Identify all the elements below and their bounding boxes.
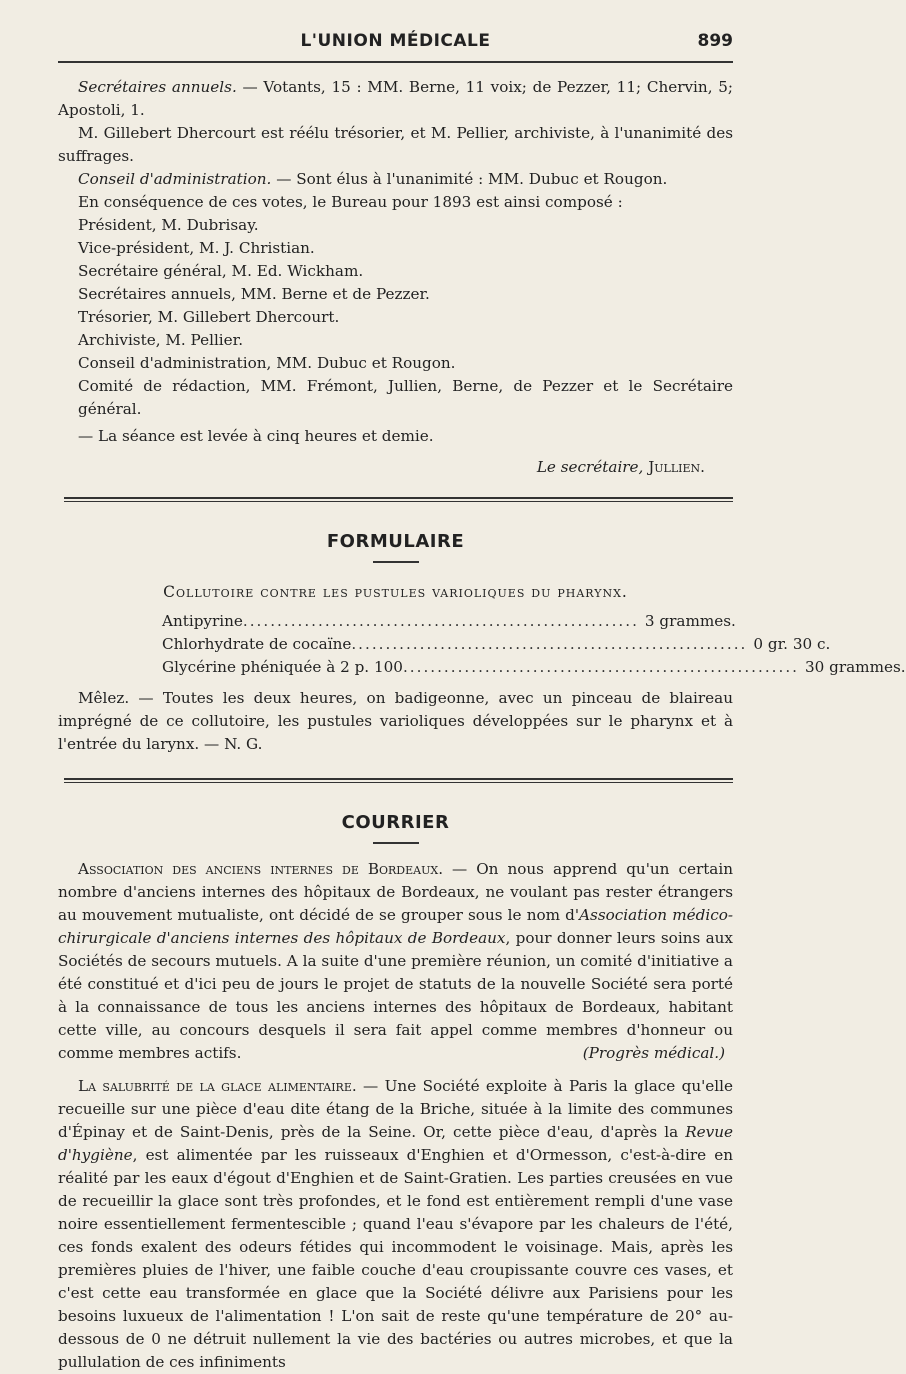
header-rule xyxy=(58,61,733,63)
closing-line: — La séance est levée à cinq heures et demie. xyxy=(78,427,434,445)
article-association xyxy=(58,858,733,1065)
ingredient-row xyxy=(162,633,831,656)
ingredient-qty: 3 grammes. xyxy=(644,612,736,630)
signature-label: Le secrétaire, xyxy=(536,458,644,476)
courrier-title: COURRIER xyxy=(341,812,450,833)
ingredient-name: Chlorhydrate de cocaïne xyxy=(162,635,352,653)
bureau-item: Président, M. Dubrisay. xyxy=(78,216,259,234)
formula-instructions: Mêlez. — Toutes les deux heures, on badigeonne, avec un pinceau de blaireau imprégné de ce collutoire, les pustules varioliques développées sur le pharynx et à l'entrée du larynx. — N. G. xyxy=(58,689,733,753)
secretaires-text: — Votants, 15 : MM. Berne, 11 voix; de Pezzer, 11; Chervin, 5; Apostoli, 1. xyxy=(58,78,733,119)
courrier-section xyxy=(58,811,733,1374)
bureau-item: Secrétaire général, M. Ed. Wickham. xyxy=(78,262,364,280)
page-number: 899 xyxy=(697,31,733,51)
title-rule xyxy=(373,842,419,844)
ingredient-row xyxy=(162,656,906,679)
title-rule xyxy=(373,561,419,563)
ingredient-list xyxy=(162,610,906,679)
tresorier-paragraph: M. Gillebert Dhercourt est réélu trésorier, et M. Pellier, archiviste, à l'unanimité des suffrages. xyxy=(58,124,733,165)
election-section xyxy=(58,76,733,479)
conseil-text: — Sont élus à l'unanimité : MM. Dubuc et Rougon. xyxy=(271,170,668,188)
section-divider xyxy=(64,778,733,783)
signature-name: Jullien. xyxy=(648,458,705,476)
formulaire-section xyxy=(58,530,906,756)
article-heading: Association des anciens internes de Bordeaux. xyxy=(78,860,444,878)
consequence-paragraph: En conséquence de ces votes, le Bureau pour 1893 est ainsi composé : xyxy=(78,193,623,211)
article-heading: La salubrité de la glace alimentaire. xyxy=(78,1077,357,1095)
ingredient-qty: 30 grammes. xyxy=(804,658,906,676)
conseil-paragraph xyxy=(58,168,733,191)
article-text: — On nous apprend qu'un certain nombre d'anciens internes des hôpitaux de Bordeaux, ne voulant pas rester étrangers au mouvement mutualiste, ont décidé de se grouper sous le nom d' xyxy=(58,860,733,924)
association-name: Association médico-chirurgicale d'anciens internes des hôpitaux de Bordeaux xyxy=(58,906,733,947)
bureau-item: Comité de rédaction, MM. Frémont, Jullien, Berne, de Pezzer et le Secrétaire général. xyxy=(78,377,733,418)
running-title: L'UNION MÉDICALE xyxy=(300,31,491,51)
signature xyxy=(58,456,733,479)
leader-dots: .......................................................... xyxy=(402,658,799,676)
leader-dots: .......................................................... xyxy=(242,612,639,630)
bureau-item: Secrétaires annuels, MM. Berne et de Pezzer. xyxy=(78,285,430,303)
ingredient-qty: 0 gr. 30 c. xyxy=(753,635,831,653)
article-text: — Une Société exploite à Paris la glace qu'elle recueille sur une pièce d'eau dite étang de la Briche, située à la limite des communes d'Épinay et de Saint-Denis, près de la Seine. Or, cette pièce d'eau, d'après la xyxy=(58,1077,733,1141)
ingredient-row xyxy=(162,610,736,633)
article-glace xyxy=(58,1075,733,1374)
page-header xyxy=(58,0,733,64)
article-text: , pour donner leurs soins aux Sociétés de secours mutuels. A la suite d'une première réunion, un comité d'initiative a été constitué et d'ici peu de jours le projet de statuts de la nouvelle Société sera porté à la connaissance de tous les anciens internes des hôpitaux de Bordeaux, habitant cette ville, au concours desquels il sera fait appel comme membres d'honneur ou comme membres actifs. xyxy=(58,929,733,1062)
bureau-item: Trésorier, M. Gillebert Dhercourt. xyxy=(78,308,340,326)
article-text: , est alimentée par les ruisseaux d'Enghien et d'Ormesson, c'est-à-dire en réalité par les eaux d'égout d'Enghien et de Saint-Gratien. Les parties creusées en vue de recueillir la glace sont très profondes, et le fond est entièrement rempli d'une vase noire essentiellement fermentescible ; quand l'eau s'évapore par les chaleurs de l'été, ces fonds exalent des odeurs fétides qui incommodent le voisinage. Mais, après les premières pluies de l'hiver, une faible couche d'eau croupissante couvre ces vases, et c'est cette eau transformée en glace que la Société délivre aux Parisiens pour les besoins luxueux de l'alimentation ! L'on sait de reste qu'une température de 20° au-dessous de 0 ne détruit nullement la vie des bactéries ou autres microbes, et que la pullulation de ces infiniments xyxy=(58,1146,733,1371)
formula-subtitle: Collutoire contre les pustules varioliques du pharynx. xyxy=(163,583,628,601)
page xyxy=(58,0,906,1371)
bureau-item: Archiviste, M. Pellier. xyxy=(78,331,244,349)
bureau-item: Conseil d'administration, MM. Dubuc et Rougon. xyxy=(78,354,456,372)
formulaire-title: FORMULAIRE xyxy=(326,531,465,552)
bureau-list xyxy=(58,214,733,421)
leader-dots: .......................................................... xyxy=(351,635,748,653)
secretaires-label: Secrétaires annuels. xyxy=(78,78,237,96)
conseil-label: Conseil d'administration. xyxy=(78,170,272,188)
bureau-item: Vice-président, M. J. Christian. xyxy=(78,239,315,257)
section-divider xyxy=(64,497,733,502)
ingredient-name: Glycérine phéniquée à 2 p. 100 xyxy=(162,658,403,676)
revue-name: Revue d'hygiène xyxy=(58,1123,733,1164)
article-source: (Progrès médical.) xyxy=(582,1044,725,1062)
ingredient-name: Antipyrine xyxy=(162,612,243,630)
secretaires-paragraph xyxy=(58,76,733,122)
